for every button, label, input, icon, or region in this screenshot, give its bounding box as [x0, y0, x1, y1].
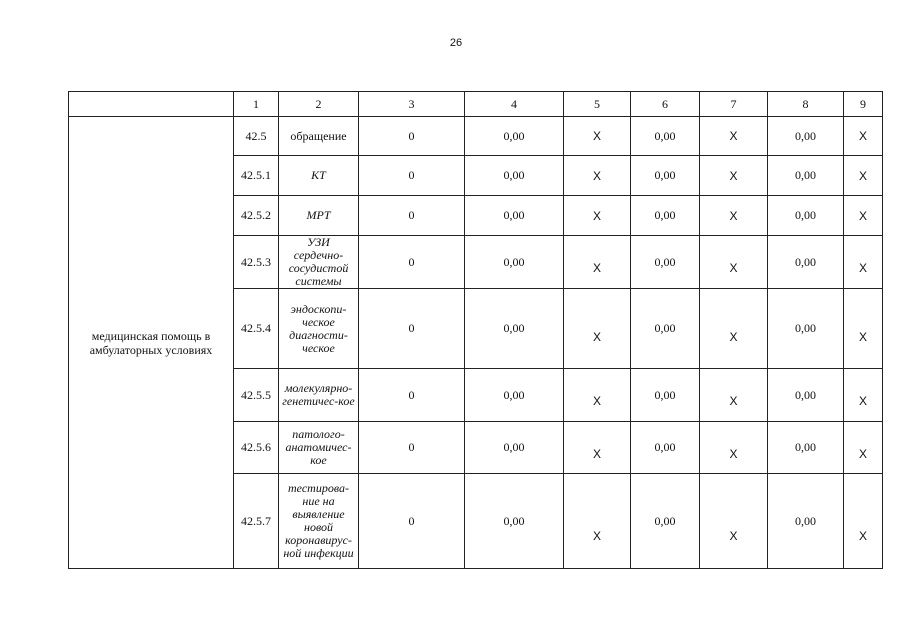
value-cell: 0,00 [465, 422, 564, 474]
code-cell: 42.5.7 [234, 474, 279, 569]
name-cell: КТ [279, 156, 359, 196]
x-cell: X [564, 156, 631, 196]
code-cell: 42.5.4 [234, 289, 279, 369]
name-cell: патолого-анатомичес-кое [279, 422, 359, 474]
header-cell: 2 [279, 92, 359, 117]
name-cell: тестирова-ние на выявление новой коронавирус-ной инфекции [279, 474, 359, 569]
x-cell: X [700, 236, 768, 289]
name-cell: эндоскопи-ческое диагности-ческое [279, 289, 359, 369]
value-cell: 0,00 [768, 289, 844, 369]
x-cell: X [844, 236, 883, 289]
x-cell: X [844, 289, 883, 369]
code-cell: 42.5.5 [234, 369, 279, 422]
value-cell: 0 [359, 117, 465, 156]
x-cell: X [844, 369, 883, 422]
name-cell: молекулярно-генетичес-кое [279, 369, 359, 422]
header-row [69, 92, 883, 117]
name-cell: МРТ [279, 196, 359, 236]
code-cell: 42.5.2 [234, 196, 279, 236]
value-cell: 0 [359, 422, 465, 474]
value-cell: 0,00 [768, 422, 844, 474]
x-cell: X [700, 289, 768, 369]
value-cell: 0,00 [768, 196, 844, 236]
x-cell: X [564, 236, 631, 289]
x-cell: X [700, 474, 768, 569]
x-cell: X [700, 117, 768, 156]
x-cell: X [844, 156, 883, 196]
header-cell: 6 [631, 92, 700, 117]
name-cell: обращение [279, 117, 359, 156]
x-cell: X [844, 422, 883, 474]
value-cell: 0,00 [768, 369, 844, 422]
header-cell-empty [69, 92, 234, 117]
x-cell: X [564, 422, 631, 474]
header-cell: 8 [768, 92, 844, 117]
x-cell: X [564, 196, 631, 236]
value-cell: 0,00 [631, 196, 700, 236]
x-cell: X [564, 117, 631, 156]
value-cell: 0 [359, 236, 465, 289]
header-cell: 5 [564, 92, 631, 117]
code-cell: 42.5.1 [234, 156, 279, 196]
x-cell: X [700, 369, 768, 422]
x-cell: X [700, 196, 768, 236]
value-cell: 0 [359, 156, 465, 196]
x-cell: X [700, 156, 768, 196]
data-table [68, 91, 883, 569]
table-row [69, 117, 883, 156]
value-cell: 0,00 [631, 474, 700, 569]
value-cell: 0 [359, 369, 465, 422]
value-cell: 0,00 [631, 289, 700, 369]
value-cell: 0,00 [631, 156, 700, 196]
value-cell: 0,00 [465, 369, 564, 422]
header-cell: 1 [234, 92, 279, 117]
value-cell: 0,00 [465, 474, 564, 569]
header-cell: 4 [465, 92, 564, 117]
value-cell: 0,00 [768, 117, 844, 156]
x-cell: X [844, 117, 883, 156]
code-cell: 42.5 [234, 117, 279, 156]
header-cell: 7 [700, 92, 768, 117]
x-cell: X [844, 196, 883, 236]
header-cell: 9 [844, 92, 883, 117]
value-cell: 0,00 [631, 236, 700, 289]
value-cell: 0,00 [631, 117, 700, 156]
value-cell: 0,00 [631, 422, 700, 474]
value-cell: 0,00 [465, 196, 564, 236]
value-cell: 0,00 [768, 474, 844, 569]
value-cell: 0 [359, 289, 465, 369]
page-number: 26 [449, 37, 463, 49]
x-cell: X [700, 422, 768, 474]
value-cell: 0,00 [465, 236, 564, 289]
value-cell: 0 [359, 474, 465, 569]
value-cell: 0,00 [768, 156, 844, 196]
x-cell: X [564, 474, 631, 569]
x-cell: X [564, 289, 631, 369]
value-cell: 0,00 [465, 117, 564, 156]
value-cell: 0,00 [465, 156, 564, 196]
value-cell: 0,00 [631, 369, 700, 422]
section-label: медицинская помощь в амбулаторных условиях [69, 117, 234, 569]
header-cell: 3 [359, 92, 465, 117]
name-cell: УЗИ сердечно-сосудистой системы [279, 236, 359, 289]
value-cell: 0,00 [768, 236, 844, 289]
code-cell: 42.5.3 [234, 236, 279, 289]
code-cell: 42.5.6 [234, 422, 279, 474]
value-cell: 0 [359, 196, 465, 236]
x-cell: X [564, 369, 631, 422]
x-cell: X [844, 474, 883, 569]
value-cell: 0,00 [465, 289, 564, 369]
